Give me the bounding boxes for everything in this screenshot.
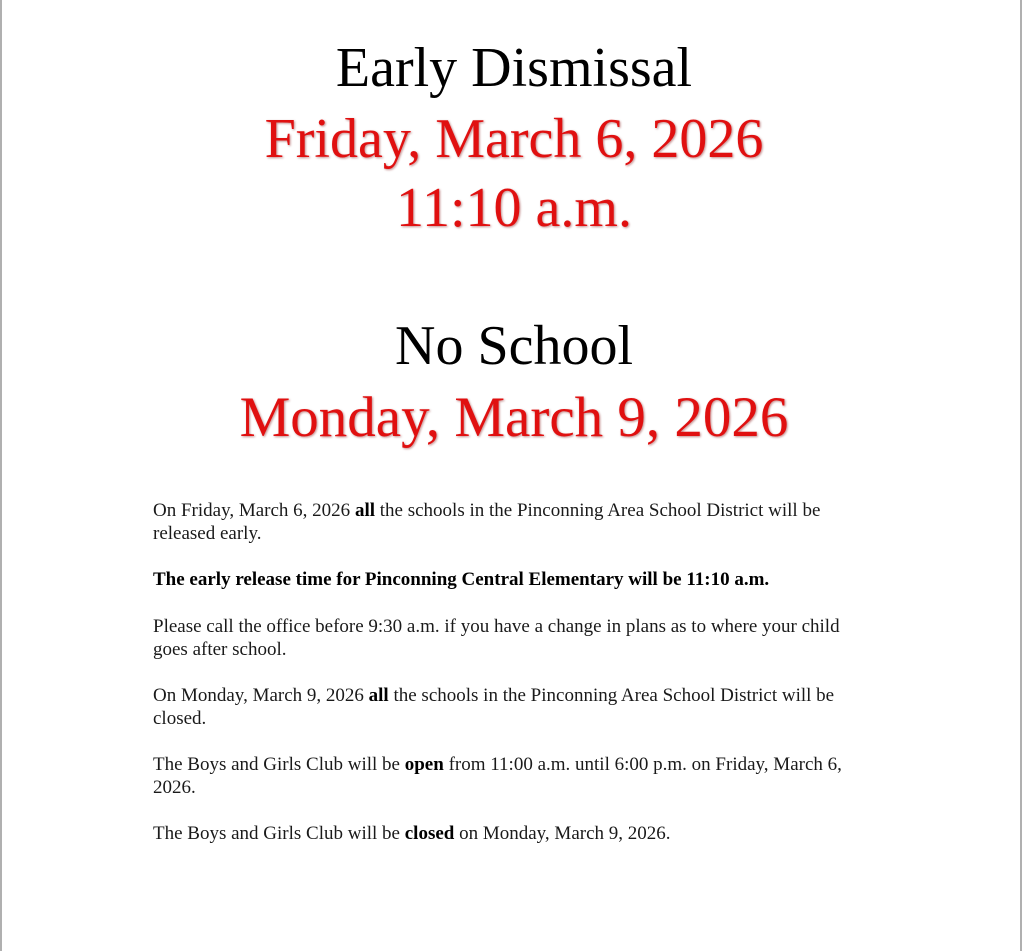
emphasis-release-time: The early release time for Pinconning Central Elementary will be 11:10 a.m. — [153, 569, 770, 590]
heading-no-school: No School — [395, 315, 633, 377]
heading-early-dismissal: Early Dismissal — [335, 37, 693, 99]
heading-early-dismissal-time: 11:10 a.m. — [396, 177, 632, 239]
emphasis-open: open — [404, 754, 444, 775]
text: the schools in the Pinconning Area School District will be closed. — [153, 685, 835, 729]
emphasis-closed: closed — [404, 823, 455, 844]
text: On Friday, March 6, 2026 — [153, 500, 355, 521]
paragraph-club-closed — [153, 822, 878, 845]
text: The Boys and Girls Club will be — [153, 754, 405, 775]
text: on Monday, March 9, 2026. — [454, 823, 671, 844]
heading-no-school-date: Monday, March 9, 2026 — [239, 386, 789, 449]
paragraph-closure-notice — [153, 684, 878, 730]
paragraph-call-office — [153, 615, 878, 661]
paragraph-release-time — [153, 568, 878, 591]
text: from 11:00 a.m. until 6:00 p.m. on Friday, March 6, 2026. — [153, 754, 842, 798]
paragraph-early-release-notice — [153, 499, 878, 545]
emphasis-all: all — [368, 685, 389, 706]
heading-early-dismissal-date: Friday, March 6, 2026 — [264, 108, 764, 170]
text: The Boys and Girls Club will be — [153, 823, 405, 844]
text: Please call the office before 9:30 a.m. if you have a change in plans as to where your child goes after school. — [153, 616, 840, 660]
emphasis-all: all — [354, 500, 375, 521]
text: On Monday, March 9, 2026 — [153, 685, 369, 706]
paragraph-club-open — [153, 753, 878, 799]
text: the schools in the Pinconning Area School District will be released early. — [153, 500, 821, 544]
